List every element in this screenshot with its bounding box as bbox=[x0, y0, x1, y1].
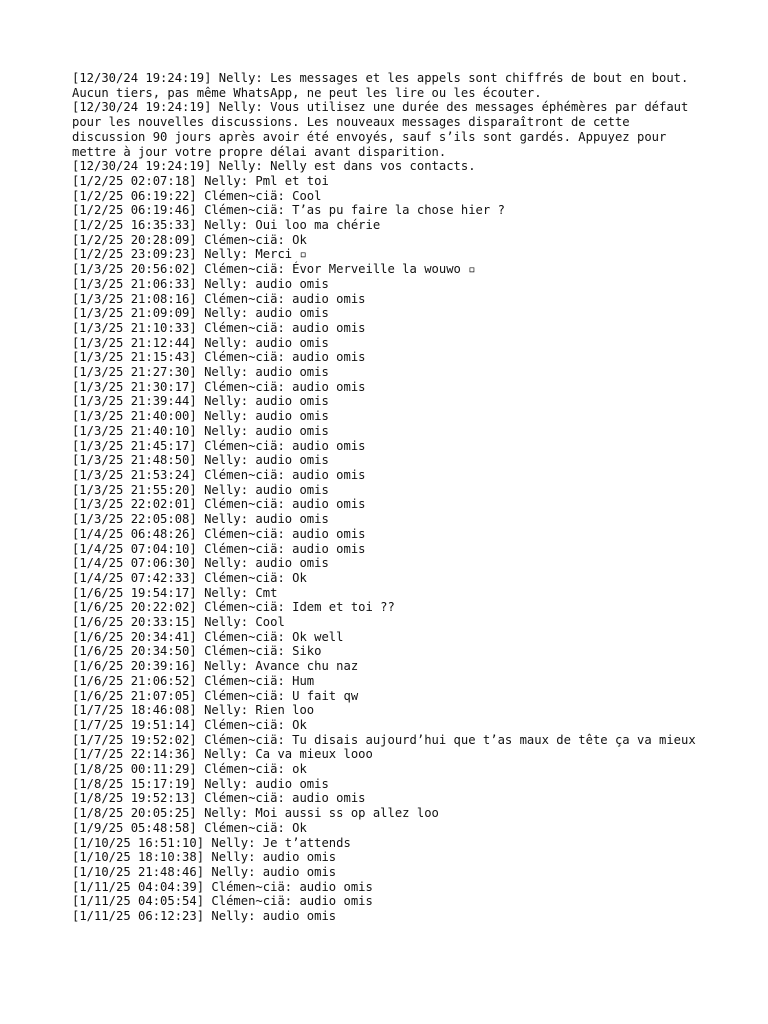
chat-line: [1/3/25 21:27:30] Nelly: audio omis bbox=[72, 365, 329, 380]
chat-line: [1/3/25 21:10:33] Clémen~ciä: audio omis bbox=[72, 320, 366, 335]
chat-line: [1/4/25 07:06:30] Nelly: audio omis bbox=[72, 556, 329, 571]
chat-line: [1/4/25 07:04:10] Clémen~ciä: audio omis bbox=[72, 541, 366, 556]
chat-line: [1/8/25 15:17:19] Nelly: audio omis bbox=[72, 776, 329, 791]
chat-line: [1/11/25 06:12:23] Nelly: audio omis bbox=[72, 909, 337, 924]
chat-line: [1/6/25 20:34:41] Clémen~ciä: Ok well bbox=[72, 629, 344, 644]
chat-line: [1/8/25 00:11:29] Clémen~ciä: ok bbox=[72, 762, 307, 777]
chat-line: [1/3/25 20:56:02] Clémen~ciä: Évor Merveille la wouwo ▫ bbox=[72, 262, 476, 277]
chat-line: [1/3/25 21:55:20] Nelly: audio omis bbox=[72, 482, 329, 497]
chat-line: [1/2/25 06:19:46] Clémen~ciä: T’as pu faire la chose hier ? bbox=[72, 203, 505, 218]
chat-line: [1/10/25 16:51:10] Nelly: Je t’attends bbox=[72, 835, 351, 850]
chat-line: [1/3/25 21:15:43] Clémen~ciä: audio omis bbox=[72, 350, 366, 365]
chat-line: [1/3/25 22:02:01] Clémen~ciä: audio omis bbox=[72, 497, 366, 512]
chat-line: [1/3/25 21:06:33] Nelly: audio omis bbox=[72, 276, 329, 291]
chat-line: [12/30/24 19:24:19] Nelly: Vous utilisez une durée des messages éphémères par défaut pour les nouvelles discussions. Les nouveaux messages disparaîtront de cette discussion 90 jours après avoir été envoyés, sauf s’ils sont gardés. Appuyez pour mettre à jour votre propre délai avant disparition. bbox=[72, 100, 696, 159]
chat-line: [1/4/25 07:42:33] Clémen~ciä: Ok bbox=[72, 570, 307, 585]
chat-line: [1/3/25 21:12:44] Nelly: audio omis bbox=[72, 335, 329, 350]
chat-line: [1/3/25 22:05:08] Nelly: audio omis bbox=[72, 512, 329, 527]
chat-line: [1/3/25 21:09:09] Nelly: audio omis bbox=[72, 306, 329, 321]
chat-line: [1/11/25 04:04:39] Clémen~ciä: audio omis bbox=[72, 879, 373, 894]
chat-line: [1/6/25 19:54:17] Nelly: Cmt bbox=[72, 585, 278, 600]
chat-line: [1/8/25 20:05:25] Nelly: Moi aussi ss op allez loo bbox=[72, 806, 439, 821]
chat-line: [1/6/25 20:22:02] Clémen~ciä: Idem et toi ?? bbox=[72, 600, 395, 615]
chat-line: [1/6/25 21:06:52] Clémen~ciä: Hum bbox=[72, 673, 315, 688]
chat-line: [1/2/25 02:07:18] Nelly: Pml et toi bbox=[72, 173, 329, 188]
chat-line: [1/6/25 20:33:15] Nelly: Cool bbox=[72, 615, 285, 630]
chat-transcript bbox=[72, 71, 700, 924]
chat-line: [1/6/25 20:34:50] Clémen~ciä: Siko bbox=[72, 644, 322, 659]
chat-line: [1/6/25 21:07:05] Clémen~ciä: U fait qw bbox=[72, 688, 359, 703]
chat-line: [1/3/25 21:08:16] Clémen~ciä: audio omis bbox=[72, 291, 366, 306]
chat-line: [1/9/25 05:48:58] Clémen~ciä: Ok bbox=[72, 820, 307, 835]
chat-line: [1/7/25 19:52:02] Clémen~ciä: Tu disais aujourd’hui que t’as maux de tête ça va mieux bbox=[72, 732, 696, 747]
chat-line: [1/7/25 19:51:14] Clémen~ciä: Ok bbox=[72, 717, 307, 732]
chat-line: [1/2/25 16:35:33] Nelly: Oui loo ma chérie bbox=[72, 218, 381, 233]
chat-line: [1/3/25 21:40:10] Nelly: audio omis bbox=[72, 423, 329, 438]
chat-line: [1/6/25 20:39:16] Nelly: Avance chu naz bbox=[72, 659, 359, 674]
chat-line: [1/3/25 21:30:17] Clémen~ciä: audio omis bbox=[72, 379, 366, 394]
chat-line: [1/3/25 21:53:24] Clémen~ciä: audio omis bbox=[72, 467, 366, 482]
chat-line: [1/10/25 21:48:46] Nelly: audio omis bbox=[72, 864, 337, 879]
chat-line: [1/10/25 18:10:38] Nelly: audio omis bbox=[72, 850, 337, 865]
chat-line: [1/7/25 18:46:08] Nelly: Rien loo bbox=[72, 703, 315, 718]
chat-line: [1/3/25 21:40:00] Nelly: audio omis bbox=[72, 409, 329, 424]
chat-line: [1/8/25 19:52:13] Clémen~ciä: audio omis bbox=[72, 791, 366, 806]
chat-line: [1/3/25 21:48:50] Nelly: audio omis bbox=[72, 453, 329, 468]
chat-line: [1/7/25 22:14:36] Nelly: Ca va mieux looo bbox=[72, 747, 373, 762]
chat-line: [1/2/25 23:09:23] Nelly: Merci ▫ bbox=[72, 247, 307, 262]
chat-line: [1/4/25 06:48:26] Clémen~ciä: audio omis bbox=[72, 526, 366, 541]
chat-line: [1/3/25 21:39:44] Nelly: audio omis bbox=[72, 394, 329, 409]
chat-line: [12/30/24 19:24:19] Nelly: Nelly est dans vos contacts. bbox=[72, 159, 476, 174]
chat-line: [1/11/25 04:05:54] Clémen~ciä: audio omis bbox=[72, 894, 373, 909]
chat-line: [1/3/25 21:45:17] Clémen~ciä: audio omis bbox=[72, 438, 366, 453]
chat-line: [1/2/25 20:28:09] Clémen~ciä: Ok bbox=[72, 232, 307, 247]
chat-line: [12/30/24 19:24:19] Nelly: Les messages et les appels sont chiffrés de bout en bout. Aucun tiers, pas même WhatsApp, ne peut les lire ou les écouter. bbox=[72, 71, 696, 100]
chat-line: [1/2/25 06:19:22] Clémen~ciä: Cool bbox=[72, 188, 322, 203]
